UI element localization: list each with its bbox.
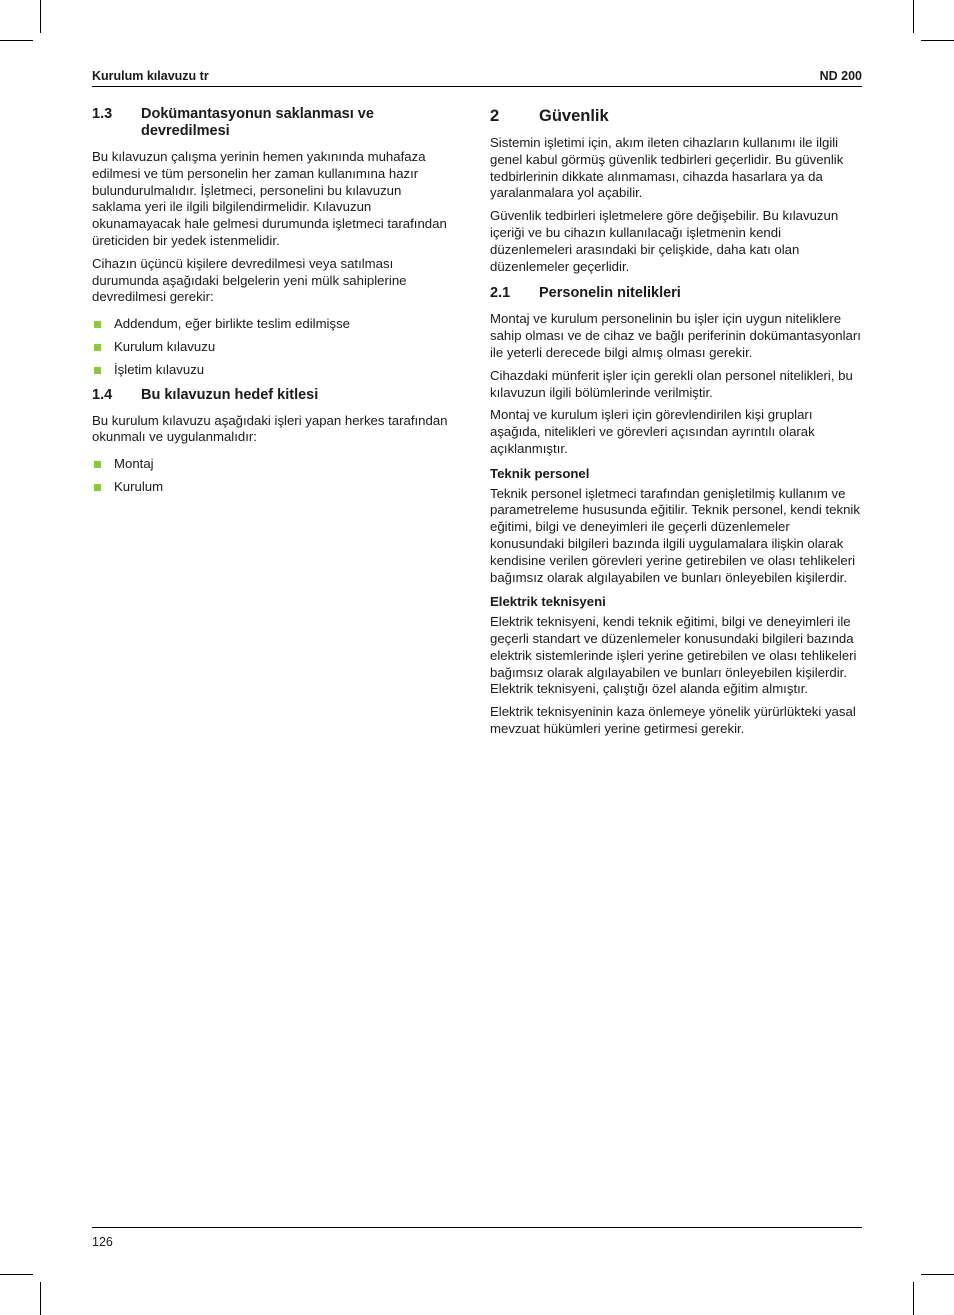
section-2-1-heading bbox=[490, 285, 864, 302]
list-item bbox=[92, 456, 454, 473]
section-1-4-heading bbox=[92, 387, 454, 404]
paragraph: Montaj ve kurulum personelinin bu işler için uygun niteliklere sahip olması ve de cihaz ve bağlı periferinin dokümantasyonları ile yeterli derecede bilgi almış olması gerekir. bbox=[490, 311, 861, 360]
list-item bbox=[92, 339, 454, 356]
paragraph: Teknik personel işletmeci tarafından genişletilmiş kullanım ve parametreleme hususunda eğitilir. Teknik personel, kendi teknik eğitimi, bilgi ve deneyimleri ile geçerli düzenlemeler konusundaki bilgileri bazında ilgili uygulamalara ilişkin olarak kendisine verilen görevleri yerine getirebilen ve olası tehlikeleri bağımsız olarak algılayabilen ve bunları önleyebilen kişilerdir. bbox=[490, 485, 860, 585]
section-title: Bu kılavuzun hedef kitlesi bbox=[141, 386, 319, 403]
footer-rule bbox=[92, 1227, 862, 1228]
paragraph: Bu kurulum kılavuzu aşağıdaki işleri yapan herkes tarafından okunmalı ve uygulanmalıdır: bbox=[92, 412, 448, 445]
crop-mark bbox=[0, 1274, 33, 1275]
crop-mark bbox=[913, 1282, 914, 1315]
list-item-text: Montaj bbox=[114, 456, 154, 472]
bullet-square-icon bbox=[94, 484, 101, 491]
crop-mark bbox=[921, 40, 954, 41]
paragraph: Elektrik teknisyeninin kaza önlemeye yönelik yürürlükteki yasal mevzuat hükümleri yerine getirmesi gerekir. bbox=[490, 704, 856, 736]
page-number: 126 bbox=[92, 1235, 113, 1249]
crop-mark bbox=[40, 1282, 41, 1315]
document-list bbox=[92, 316, 454, 378]
subheading-technical-personnel: Teknik personel bbox=[490, 465, 590, 481]
section-title: Dokümantasyonun saklanması ve devredilmesi bbox=[141, 106, 374, 139]
section-number: 2 bbox=[490, 107, 500, 125]
list-item-text: Kurulum kılavuzu bbox=[114, 338, 216, 354]
bullet-square-icon bbox=[94, 321, 101, 328]
section-number: 2.1 bbox=[490, 285, 511, 302]
paragraph: Bu kılavuzun çalışma yerinin hemen yakınında muhafaza edilmesi ve tüm personelin her zaman kullanımına hazır bulundurulmalıdır. İşletmeci, personelini bu kılavuzun saklama yeri ile ilgili bilgilendirmelidir. Kılavuzun okunamayacak hale gelmesi durumunda işletmeci tarafından üreticiden bir yedek istenmelidir. bbox=[92, 149, 447, 248]
crop-mark bbox=[40, 0, 41, 33]
paragraph: Güvenlik tedbirleri işletmelere göre değişebilir. Bu kılavuzun içeriği ve bu cihazın kullanılacağı işletmenin kendi düzenlemeleri arasındaki bir çelişkide, daha katı olan düzenlemeler geçerlidir. bbox=[490, 208, 839, 274]
paragraph: Cihazın üçüncü kişilere devredilmesi veya satılması durumunda aşağıdaki belgelerin yeni mülk sahiplerine devredilmesi gerekir: bbox=[92, 255, 407, 305]
section-number: 1.4 bbox=[92, 386, 113, 403]
bullet-square-icon bbox=[94, 461, 101, 468]
paragraph: Elektrik teknisyeni, kendi teknik eğitimi, bilgi ve deneyimleri ile geçerli standart ve düzenlemeler konusundaki bilgileri bazında elektrik sistemlerinde işleri yerine getirebilen ve olası tehlikeleri bağımsız olarak algılayabilen ve bunları önleyebilen kişilerdir. Elektrik teknisyeni, çalıştığı özel alanda eğitim almıştır. bbox=[490, 614, 857, 697]
list-item bbox=[92, 316, 454, 333]
paragraph: Sistemin işletimi için, akım ileten cihazların kullanımı ile ilgili genel kabul görmüş güvenlik tedbirleri geçerlidir. Bu güvenlik tedbirlerinin dikkate alınmaması, cihazda hasarlara ya da yaralanmalara yol açabilir. bbox=[490, 135, 844, 201]
header-product: ND 200 bbox=[819, 69, 862, 83]
list-item-text: İşletim kılavuzu bbox=[114, 361, 205, 377]
left-column bbox=[92, 106, 454, 504]
crop-mark bbox=[0, 40, 33, 41]
bullet-square-icon bbox=[94, 367, 101, 374]
list-item-text: Addendum, eğer birlikte teslim edilmişse bbox=[114, 316, 351, 332]
crop-mark bbox=[921, 1274, 954, 1275]
crop-mark bbox=[913, 0, 914, 33]
list-item-text: Kurulum bbox=[114, 478, 164, 494]
paragraph: Cihazdaki münferit işler için gerekli olan personel nitelikleri, bu kılavuzun ilgili bölümlerinde verilmiştir. bbox=[490, 367, 853, 400]
right-column bbox=[490, 106, 864, 744]
section-1-3-heading bbox=[92, 106, 454, 140]
section-title: Personelin nitelikleri bbox=[539, 285, 681, 302]
section-number: 1.3 bbox=[92, 106, 113, 122]
paragraph: Montaj ve kurulum işleri için görevlendirilen kişi grupları aşağıda, nitelikleri ve görevleri açısından ayrıntılı olarak açıklanmıştır. bbox=[490, 407, 815, 456]
page-header bbox=[92, 68, 862, 87]
bullet-square-icon bbox=[94, 344, 101, 351]
section-title: Güvenlik bbox=[539, 107, 609, 125]
audience-list bbox=[92, 456, 454, 496]
header-title: Kurulum kılavuzu tr bbox=[92, 69, 209, 83]
list-item bbox=[92, 362, 454, 379]
section-2-heading bbox=[490, 106, 864, 126]
list-item bbox=[92, 479, 454, 496]
subheading-electrician: Elektrik teknisyeni bbox=[490, 594, 606, 610]
